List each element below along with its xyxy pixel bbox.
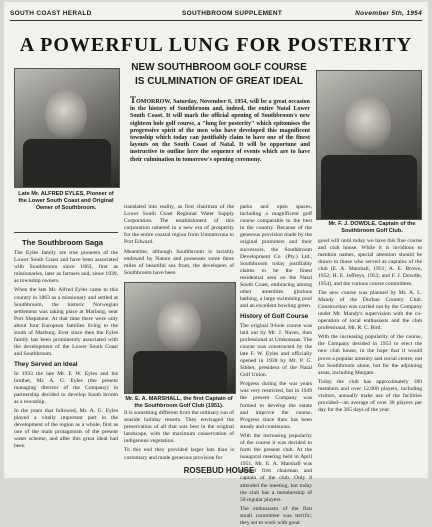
lead-dropcap: T — [130, 95, 137, 105]
col2-paragraph-3: It is something different from the ordinary run of seaside holiday resorts. They envisaged the preservation of all that was best in the original landscape, with the maximum conservation of indigenous vegetation. — [124, 410, 234, 445]
masthead-paper-name: SOUTH COAST HERALD — [10, 10, 92, 17]
saga-paragraph-3: In 1933 the late Mr. F. W. Eyles and his brother, Mr. A. G. Eyles (the present managing director of the Company) in partnership decided to develop South broom as a township. — [14, 370, 118, 405]
footer-heading: ROSEBUD HOUSE — [183, 466, 255, 475]
col3-paragraph-3: Progress during the war years was very restricted, but in 1949 the present Company was formed to develop the estate and improve the course. Progress since then has been steady and continuous. — [240, 381, 312, 430]
col3-paragraph-4: With the increasing popularity of the course it was decided to form the present club. At the inaugural meeting held in April 1951, Mr. E. A. Marshall was elected first chairman and captain of the club. Only 8 attended the meeting, but today the club has a membership of 50 regular players. — [240, 432, 312, 503]
section-divider — [14, 232, 118, 233]
col3-paragraph-5: The enthusiasm of the first small committee was terrific; they set to work with great — [240, 505, 312, 527]
eyles-portrait-photo — [14, 68, 120, 188]
col4-paragraph-2: The new course was planned by Mr. A. L. Mandy of the Durban Country Club. Construction was carried out by the Company under Mr. Mandy's supervision with the co-operation of local enthusiasts and the club professional, Mr. R. C. Bird. — [318, 289, 422, 332]
newspaper-page — [4, 2, 428, 527]
col2-paragraph-2: Meantime, although Southbroom is lavishly endowed by Nature and possesses some three miles of beautiful sea front, the developers of Southbroom have been — [124, 248, 234, 276]
headline: A POWERFUL LUNG FOR POSTERITY — [19, 34, 413, 56]
marshall-portrait-photo — [124, 282, 236, 394]
column-4 — [318, 238, 422, 462]
saga-inline-subhead: They Served an Ideal — [14, 361, 78, 369]
col2-paragraph-4: To this end they provided larger lots than is customary and made generous provision for — [124, 447, 234, 461]
col2-paragraph-1: translated into reality, as first chairman of the Lower South Coast Regional Water Supply Corporation. The establishment of this corporation ushered in a new era of prosperity for the entire coastal region from Umtamvuna to Port Edward. — [124, 204, 234, 246]
masthead — [10, 8, 422, 21]
masthead-date: November 5th, 1954 — [355, 10, 422, 17]
lead-text: OMORROW, Saturday, November 6, 1954, will be a great occasion in the history of Southbroom and, indeed, the entire Natal Lower South Coast. It will mark the official opening of Southbroom's new eighteen hole golf course, a "lung for posterity" which epitomises the progressive spirit of the men who have developed this magnificent township which today can justifiably claim to have one of the finest layouts on the South Coast of Natal. It will be opportune and instructive to outline here the sequence of events which are to have their culmination in tomorrow's opening ceremony. — [130, 99, 310, 163]
column-3 — [240, 204, 312, 527]
dowdle-portrait-photo — [316, 70, 422, 220]
deck-line-2: IS CULMINATION OF GREAT IDEAL — [135, 76, 303, 87]
masthead-section: SOUTHBROOM SUPPLEMENT — [182, 10, 283, 17]
column-2-upper — [124, 204, 234, 280]
eyles-caption: Late Mr. ALFRED EYLES, Pioneer of the Lower South Coast and Original Owner of Southbroom. — [18, 191, 114, 211]
saga-paragraph-1: The Eyles family are true pioneers of the Lower South Coast and have been associated with Southbroom since 1863, first as missionaries, later as farmers and, since 1939, as township owners. — [14, 250, 118, 285]
golf-history-subhead: History of Golf Course — [240, 313, 309, 321]
col4-paragraph-4: Today the club has approximately 180 members and over 12,000 players, including visitors, annually make use of the facilities provided—an average of over 30 players per day for the 365 days of the year. — [318, 378, 422, 414]
column-2-lower — [124, 410, 234, 462]
marshall-caption: Mr. E. A. MARSHALL, the first Captain of the Southbroom Golf Club (1951). — [125, 396, 233, 409]
dowdle-caption: Mr. F. J. DOWDLE, Captain of the Southbroom Golf Club. — [328, 221, 416, 234]
col4-paragraph-3: With the increasing popularity of the course, the Company decided in 1953 to erect the new club house, in the hope that it would prove a popular amenity and social centre, not for Southbroom alone, but for the adjoining areas, including Margate. — [318, 334, 422, 376]
col4-paragraph-1: good will until today we have this fine course and club house. While it is invidious to mention names, special attention should be drawn to those who served as captains of the club (E. A. Marshall, 1951; A. E. Brown, 1952; H. E. Jeffreys, 1953; and F. J. Dowdle, 1954), and the various course committees. — [318, 238, 422, 287]
lead-paragraph — [130, 97, 310, 164]
col3-paragraph-1: parks and open spaces, including a magnificent golf course comparable to the best in the country. Because of the generous provision made by the original promoters and their successors, the Southbroom Development Co. (Pty.) Ltd., Southbroom today justifiably claims to be the finest residential area on the Natal South Coast, embracing among other amenities glorious bathing, a large swimming pool and an excellent bowling green. — [240, 204, 312, 310]
saga-paragraph-2: When the late Mr. Alfred Eyles came to this country in 1863 as a missionary and settled at Southbroom, the historic Norwegian settlement was taking place at Marburg, near Port Shepstone. At that time there were only about four European families living to the south of Marburg. Ever since then the Eyles family has been prominently associated with the development of the Lower South Coast and Southbroom. — [14, 287, 118, 358]
saga-column — [14, 250, 118, 462]
saga-paragraph-4: In the years that followed, Mr. A. G. Eyles played a vitally important part in the development of the region as a whole, first as one of the main protagonists of the present water scheme, and after this great ideal had been — [14, 407, 118, 450]
col3-paragraph-2: The original 9-hole course was laid out by Mr. J. Naves, then professional at Umkomaas. The course was constructed by the late F. W. Eyles and officially opened in 1938 by Mr. P. G. Sibbet, president of the Natal Golf Union. — [240, 322, 312, 379]
deck-line-1: NEW SOUTHBROOM GOLF COURSE — [131, 62, 307, 73]
saga-subhead: The Southbroom Saga — [22, 238, 104, 247]
